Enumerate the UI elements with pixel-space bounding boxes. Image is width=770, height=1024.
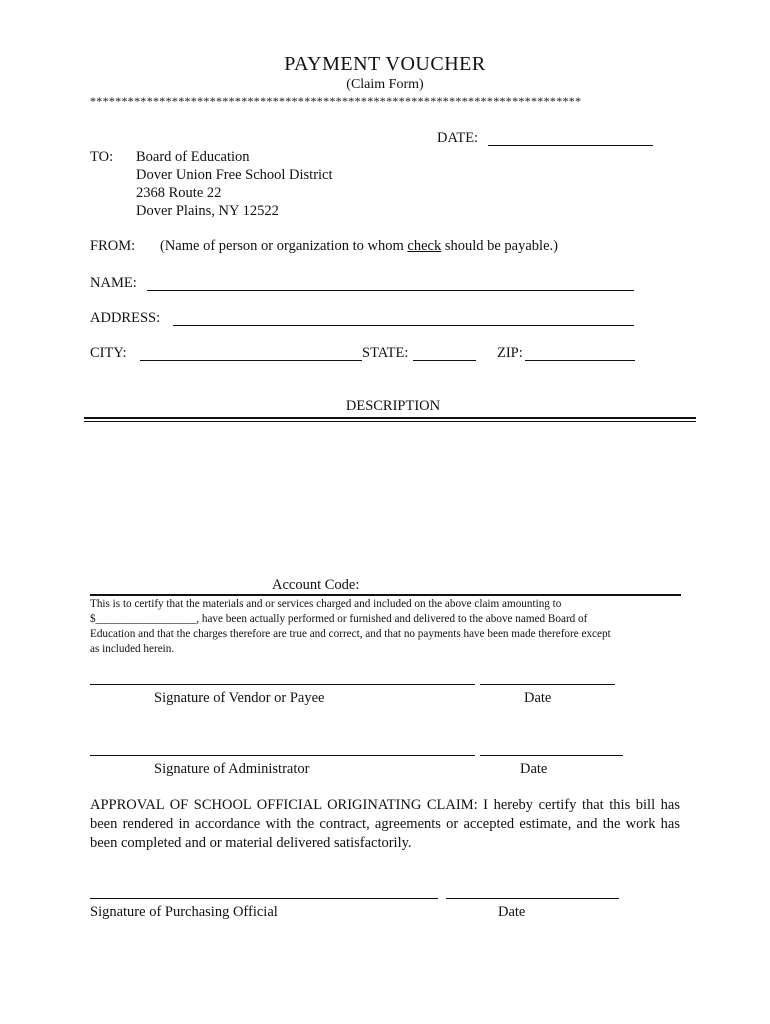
purchasing-date-label: Date — [498, 904, 526, 920]
date-field[interactable] — [488, 145, 653, 146]
to-label: TO: — [90, 149, 114, 165]
state-field[interactable] — [413, 360, 476, 361]
admin-date-line[interactable] — [480, 755, 623, 756]
to-line-2: Dover Union Free School District — [136, 167, 333, 183]
admin-signature-label: Signature of Administrator — [154, 761, 310, 777]
approval-paragraph: APPROVAL OF SCHOOL OFFICIAL ORIGINATING CLAIM: I hereby certify that this bill has been rendered in accordance with the contract, agreements or accepted estimate, and the work has been completed and or material delivered satisfactorily. — [90, 797, 680, 851]
purchasing-signature-label: Signature of Purchasing Official — [90, 904, 278, 920]
vendor-signature-line[interactable] — [90, 684, 475, 685]
certify-line-4: as included herein. — [90, 643, 175, 655]
certify-line-2: $__________________, have been actually performed or furnished and delivered to the above named Board of — [90, 613, 588, 625]
description-area[interactable] — [90, 428, 680, 573]
purchasing-signature-line[interactable] — [90, 898, 438, 899]
vendor-signature-label: Signature of Vendor or Payee — [154, 690, 325, 706]
name-field[interactable] — [147, 290, 634, 291]
account-code-rule — [90, 594, 681, 596]
date-label: DATE: — [437, 130, 479, 146]
certify-line-1: This is to certify that the materials and or services charged and included on the above claim amounting to — [90, 598, 562, 610]
admin-date-label: Date — [520, 761, 548, 777]
zip-label: ZIP: — [497, 345, 523, 361]
state-label: STATE: — [362, 345, 409, 361]
certify-line-3: Education and that the charges therefore are true and correct, and that no payments have been made therefore except — [90, 628, 611, 640]
to-line-1: Board of Education — [136, 149, 250, 165]
to-line-3: 2368 Route 22 — [136, 185, 222, 201]
address-field[interactable] — [173, 325, 634, 326]
vendor-date-label: Date — [524, 690, 552, 706]
account-code-label: Account Code: — [272, 577, 360, 593]
city-label: CITY: — [90, 345, 127, 361]
description-rule-bottom — [84, 421, 696, 422]
zip-field[interactable] — [525, 360, 635, 361]
city-field[interactable] — [140, 360, 362, 361]
form-title: PAYMENT VOUCHER — [284, 53, 486, 75]
name-label: NAME: — [90, 275, 137, 291]
purchasing-date-line[interactable] — [446, 898, 619, 899]
address-label: ADDRESS: — [90, 310, 161, 326]
star-divider: ****************************************************************************** — [90, 94, 582, 108]
form-subtitle: (Claim Form) — [346, 77, 424, 92]
from-label: FROM: — [90, 238, 136, 254]
description-label: DESCRIPTION — [345, 398, 441, 414]
vendor-date-line[interactable] — [480, 684, 615, 685]
from-note: (Name of person or organization to whom check should be payable.) — [160, 238, 558, 254]
description-rule-top — [84, 417, 696, 419]
admin-signature-line[interactable] — [90, 755, 475, 756]
to-line-4: Dover Plains, NY 12522 — [136, 203, 279, 219]
